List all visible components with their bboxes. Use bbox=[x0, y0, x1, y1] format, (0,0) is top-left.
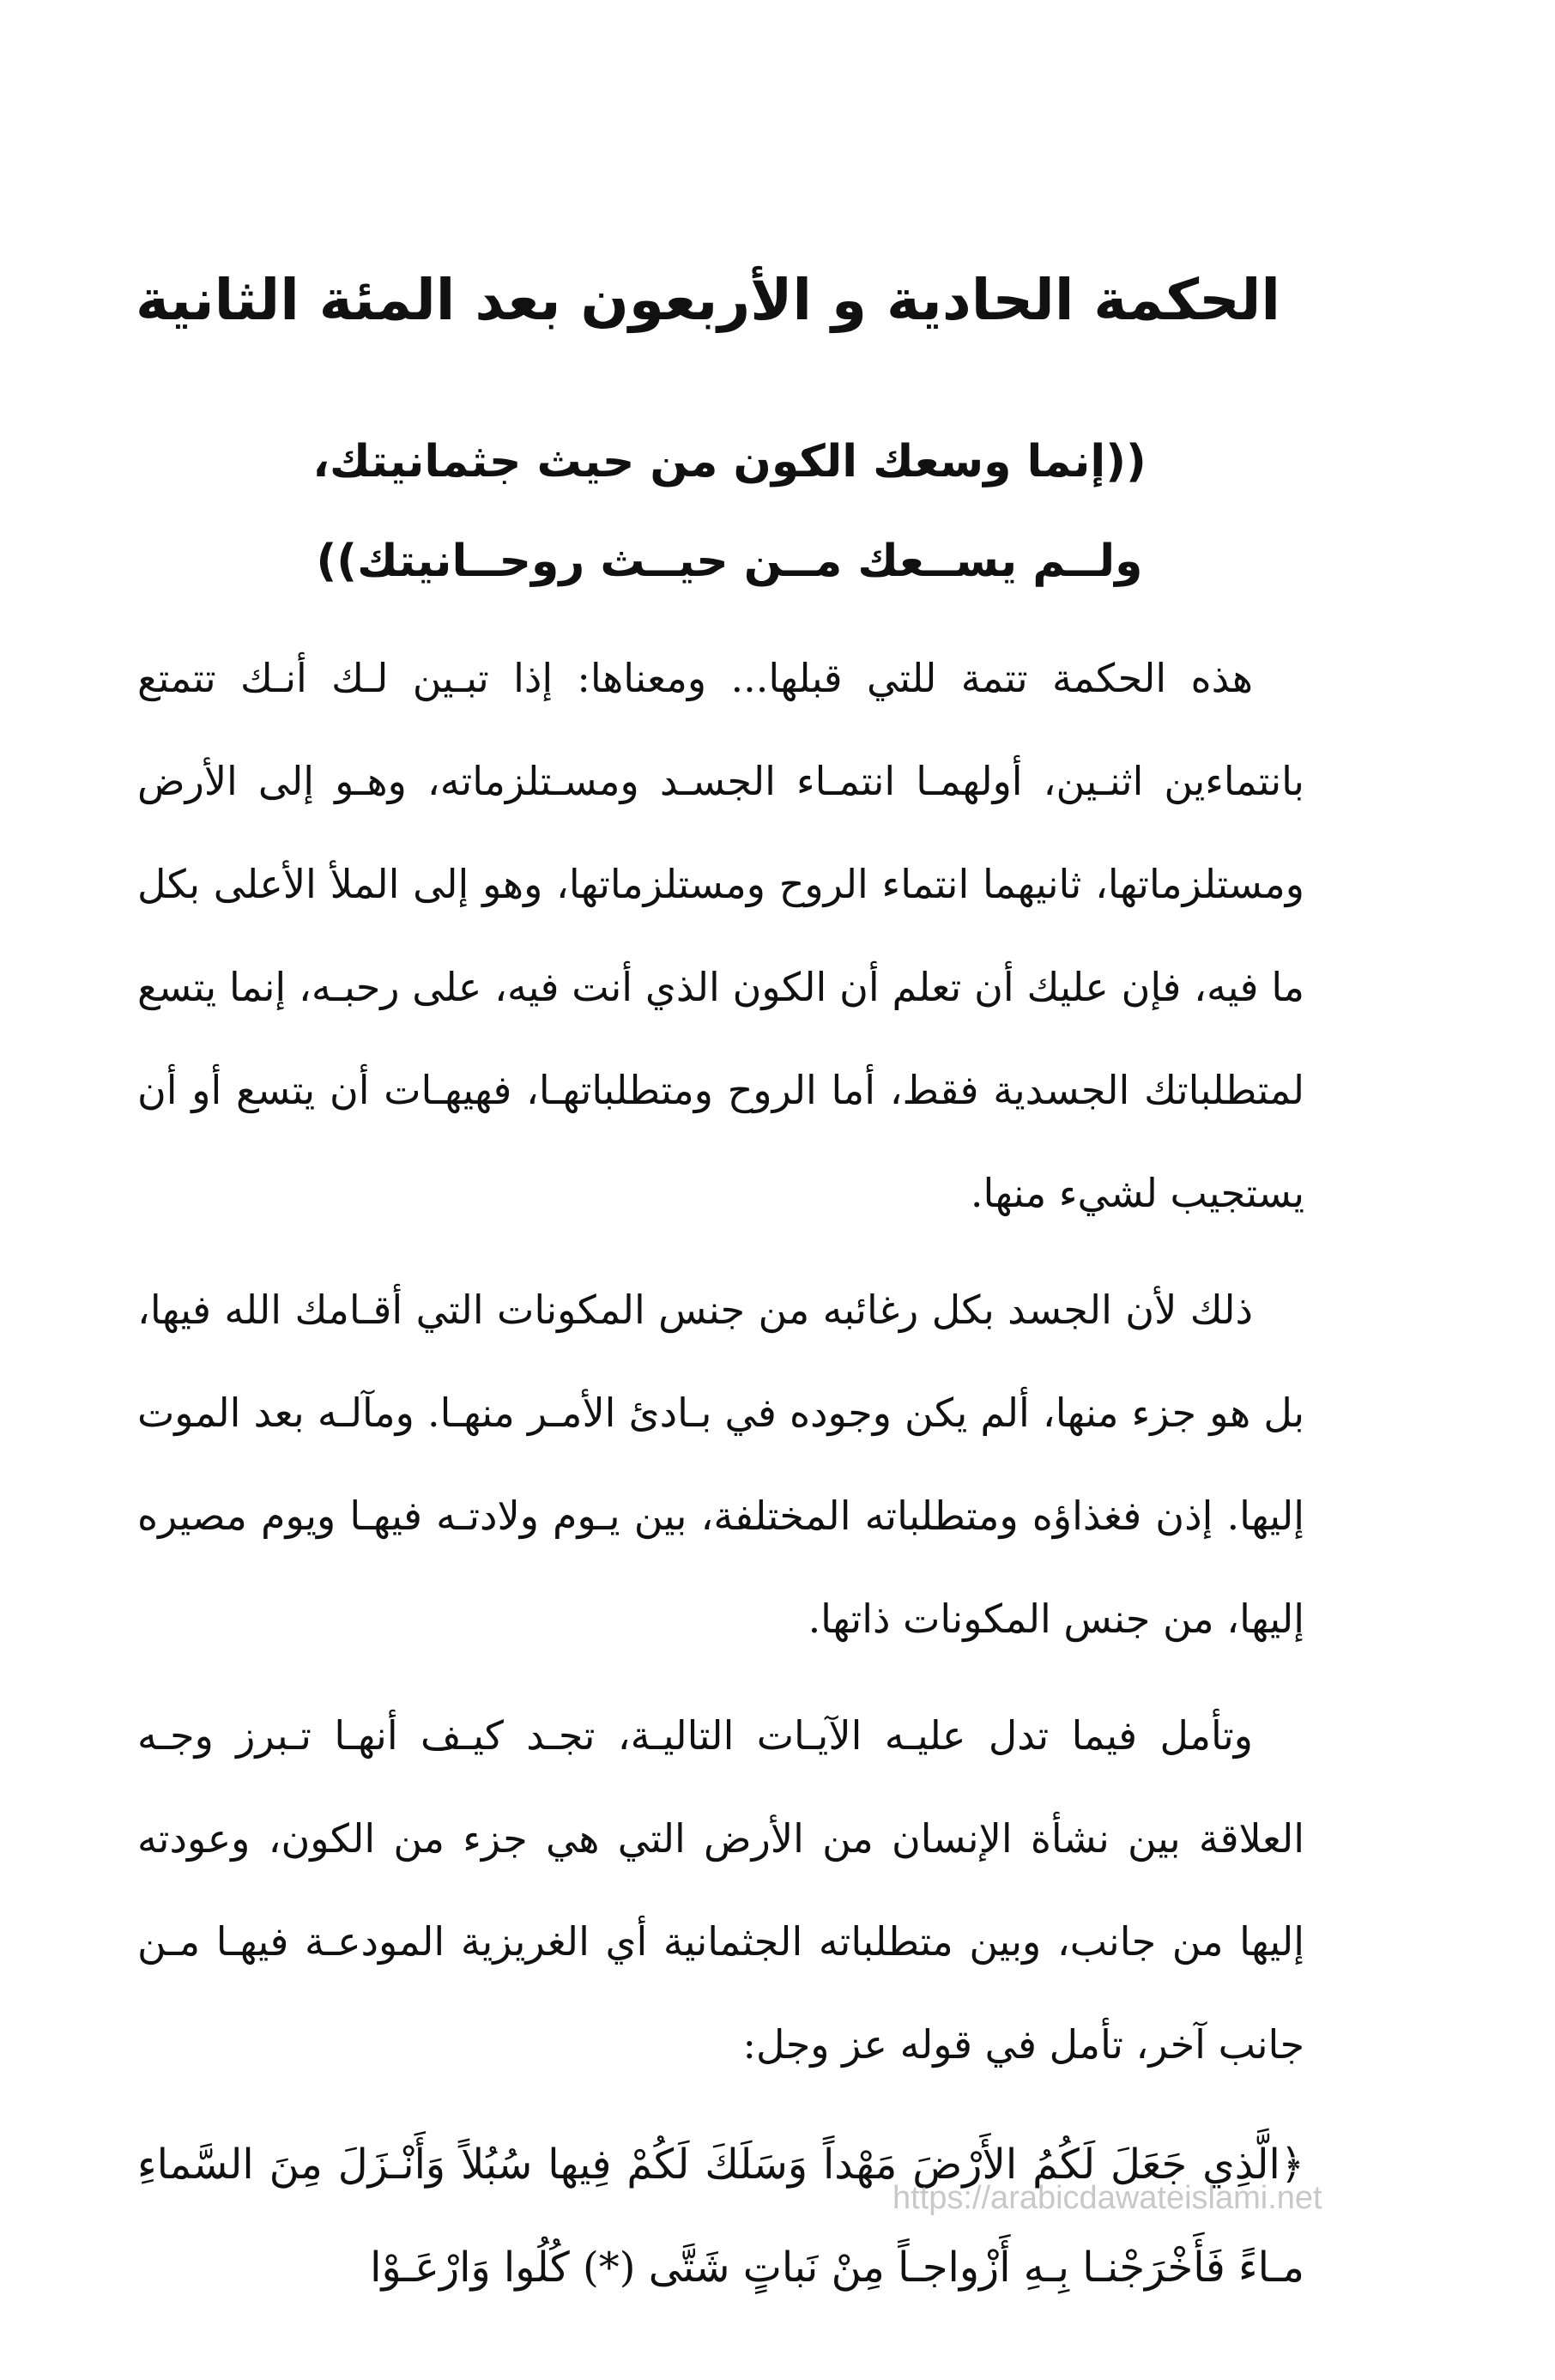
subtitle-line-2: ولــم يســعك مــن حيــث روحــانيتك)) bbox=[316, 536, 1143, 587]
paragraph-2: ذلك لأن الجسد بكل رغائبه من جنس المكونات التي أقـامك الله فيها، بل هو جزء منها، ألم يكن وجوده في بـادئ الأمـر منهـا. ومآلـه بعد الموت إليها. إذن فغذاؤه ومتطلباته المختلفة، بين يـوم ولادتـه فيهـا ويوم مصيره إليها، من جنس المكونات ذاتها. bbox=[137, 1287, 1304, 1642]
subtitle-quote bbox=[257, 412, 1201, 611]
paragraph-1: هذه الحكمة تتمة للتي قبلها... ومعناها: إذا تبـين لـك أنـك تتمتع بانتماءين اثنـين، أولهمـا انتمـاء الجسـد ومسـتلزماته، وهـو إلى الأرض ومستلزماتها، ثانيهما انتماء الروح ومستلزماتها، وهو إلى الملأ الأعلى بكل ما فيه، فإن عليك أن تعلم أن الكون الذي أنت فيه، على رحبـه، إنما يتسع لمتطلباتك الجسدية فقط، أما الروح ومتطلباتهـا، فهيهـات أن يتسع أو أن يستجيب لشيء منها. bbox=[137, 655, 1304, 1216]
paragraph-3: وتأمل فيما تدل عليـه الآيـات التاليـة، تجـد كيـف أنهـا تـبرز وجـه العلاقة بين نشأة الإنسان من الأرض التي هي جزء من الكون، وعودته إليها من جانب، وبين متطلباته الجثمانية أي الغريزية المودعـة فيهـا مـن جانب آخر، تأمل في قوله عز وجل: bbox=[137, 1712, 1304, 2068]
page-title: الحكمة الحادية و الأربعون بعد المئة الثانية bbox=[135, 267, 1281, 333]
watermark-url: https://arabicdawateislami.net bbox=[892, 2180, 1322, 2216]
subtitle-line-1: ((إنما وسعك الكون من حيث جثمانيتك، bbox=[312, 436, 1147, 488]
quran-verse: ﴿الَّذِي جَعَلَ لَكُمُ الأَرْضَ مَهْداً وَسَلَكَ لَكُمْ فِيها سُبُلاً وَأَنْـزَلَ مِنَ السَّماءِ مـاءً فَأَخْرَجْنـا بِـهِ أَزْواجـاً مِنْ نَباتٍ شَتَّى (*) كُلُوا وَارْعَـوْا bbox=[137, 2141, 1304, 2292]
body-text bbox=[137, 627, 1304, 2333]
